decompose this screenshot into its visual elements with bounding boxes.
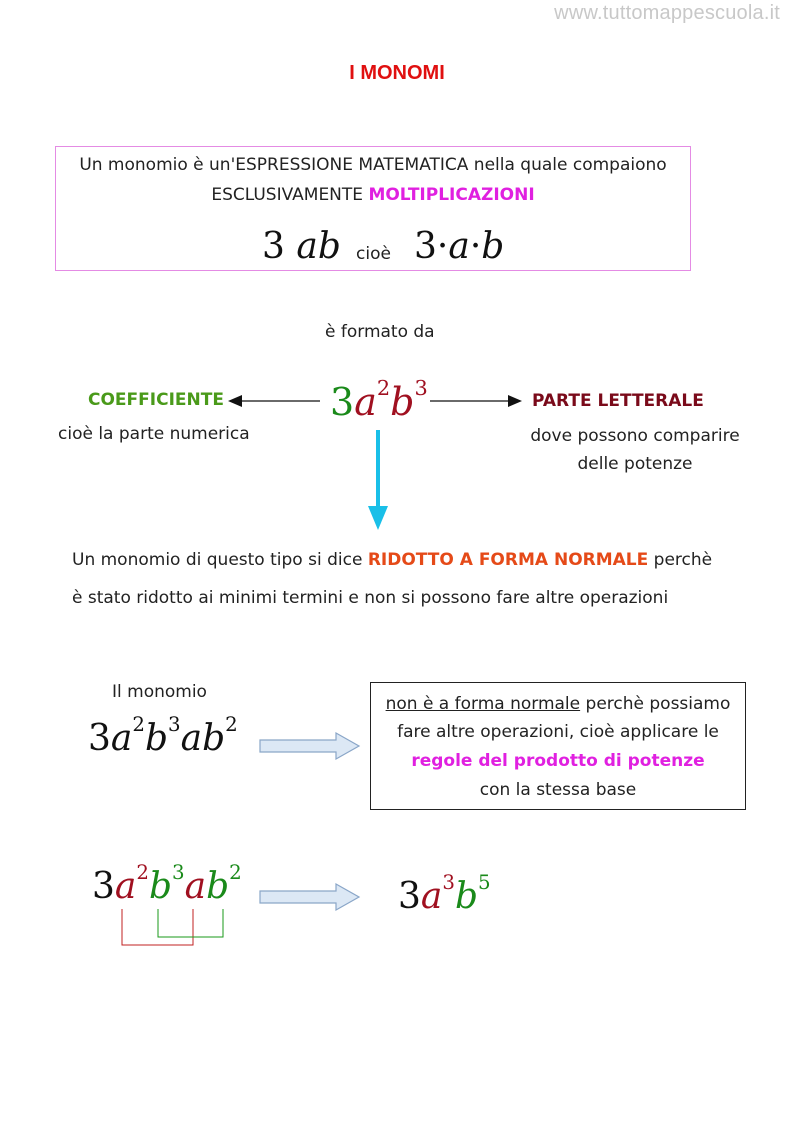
- res-lhs-a1: a: [114, 866, 137, 907]
- watermark: www.tuttomappescuola.it: [554, 2, 780, 24]
- definition-highlight: MOLTIPLICAZIONI: [368, 185, 535, 205]
- res-rhs-coef: 3: [398, 876, 421, 917]
- note-line-1: [370, 694, 746, 714]
- ex-a2: a: [180, 718, 203, 759]
- note-line-4: con la stessa base: [479, 780, 637, 800]
- res-lhs-b1: b: [148, 866, 173, 907]
- formato-label: è formato da: [325, 322, 435, 342]
- result-lhs: [92, 861, 242, 907]
- definition-prefix: ESCLUSIVAMENTE: [211, 185, 369, 205]
- expanded-b: b: [481, 226, 505, 267]
- res-rhs-a: a: [420, 876, 443, 917]
- ex-b2-exp: 2: [225, 713, 238, 737]
- letter-part-label: PARTE LETTERALE: [532, 391, 704, 411]
- cioe-label: cioè: [356, 244, 391, 264]
- definition-line-2: [55, 185, 691, 205]
- res-rhs-a-exp: 3: [442, 871, 455, 895]
- res-rhs-b: b: [454, 876, 479, 917]
- grouping-brackets: [110, 905, 240, 950]
- ex-a1-exp: 2: [132, 713, 145, 737]
- monomial-structure: [330, 376, 428, 424]
- note-underlined: non è a forma normale: [385, 694, 581, 714]
- example-coef: 3: [262, 226, 285, 267]
- letter-part-desc-2: delle potenze: [577, 454, 693, 474]
- block-arrow-icon: [258, 731, 362, 761]
- down-arrow-icon: [367, 430, 389, 532]
- right-arrow-icon: [428, 392, 522, 410]
- mono-a: a: [354, 380, 377, 424]
- ridotto-prefix: Un monomio di questo tipo si dice: [72, 550, 368, 570]
- expanded-dot-1: ·: [436, 226, 449, 267]
- example-vars: ab: [296, 226, 341, 267]
- result-rhs: [398, 871, 491, 917]
- ridotto-suffix: perchè: [648, 550, 713, 570]
- ex-b1-exp: 3: [168, 713, 181, 737]
- ex-coef: 3: [88, 718, 111, 759]
- expanded-3: 3: [414, 226, 437, 267]
- res-lhs-b2: b: [206, 866, 230, 907]
- definition-line-1: Un monomio è un'ESPRESSIONE MATEMATICA nella quale compaiono: [79, 155, 667, 175]
- res-rhs-b-exp: 5: [478, 871, 491, 895]
- note-suffix: perchè possiamo: [580, 694, 731, 714]
- left-arrow-icon: [228, 392, 322, 410]
- mono-a-exp: 2: [376, 376, 391, 401]
- example-3ab: [262, 226, 341, 267]
- mono-b: b: [390, 380, 415, 424]
- result-arrow-icon: [258, 882, 362, 912]
- ridotto-line-2: è stato ridotto ai minimi termini e non si possono fare altre operazioni: [72, 588, 669, 608]
- res-lhs-b1-exp: 3: [172, 861, 185, 885]
- note-line-2: fare altre operazioni, cioè applicare le: [397, 722, 719, 742]
- note-line-3: regole del prodotto di potenze: [411, 751, 705, 771]
- ex-a1: a: [110, 718, 133, 759]
- example-monomial: [88, 713, 238, 759]
- res-lhs-coef: 3: [92, 866, 115, 907]
- ex-b1: b: [144, 718, 169, 759]
- expanded-dot-2: ·: [469, 226, 482, 267]
- mono-coef: 3: [330, 380, 355, 424]
- coefficient-desc: cioè la parte numerica: [58, 424, 250, 444]
- mono-b-exp: 3: [414, 376, 428, 401]
- page-title: I MONOMI: [349, 62, 445, 84]
- res-lhs-b2-exp: 2: [229, 861, 242, 885]
- ridotto-highlight: RIDOTTO A FORMA NORMALE: [367, 550, 649, 570]
- ex-b2: b: [202, 718, 226, 759]
- expanded-a: a: [448, 226, 470, 267]
- example-expanded: [414, 226, 504, 267]
- res-lhs-a1-exp: 2: [136, 861, 149, 885]
- coefficient-label: COEFFICIENTE: [88, 390, 224, 410]
- res-lhs-a2: a: [184, 866, 207, 907]
- letter-part-desc-1: dove possono comparire: [530, 426, 740, 446]
- example-label: Il monomio: [112, 682, 207, 702]
- ridotto-line-1: [72, 550, 712, 570]
